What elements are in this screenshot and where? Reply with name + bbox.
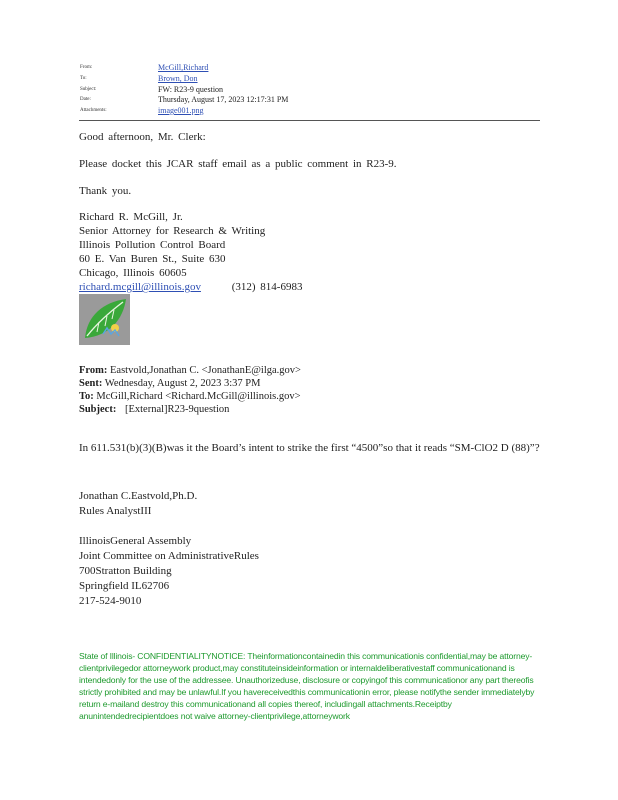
greeting: Good afternoon, Mr. Clerk: bbox=[79, 131, 206, 143]
question-text: In 611.531(b)(3)(B)was it the Board’s intent to strike the first “4500”so that it reads “SM-ClO2 D (88)”? bbox=[79, 442, 540, 454]
signature-email-link[interactable]: richard.mcgill@illinois.gov bbox=[79, 281, 201, 293]
fw-to-value: McGill,Richard <Richard.McGill@illinois.gov> bbox=[96, 391, 301, 402]
header-to-link[interactable]: Brown, Don bbox=[158, 74, 198, 83]
signature2-top bbox=[79, 489, 197, 519]
signature2-city: Springfield IL62706 bbox=[79, 580, 170, 592]
header-subject-value: FW: R23-9 question bbox=[158, 85, 224, 94]
signature2-committee: Joint Committee on AdministrativeRules bbox=[79, 550, 259, 562]
header-subject-label: Subject: bbox=[80, 87, 97, 92]
signature2-address bbox=[79, 534, 259, 609]
signature-title: Senior Attorney for Research & Writing bbox=[79, 225, 266, 237]
header-to-label: To: bbox=[80, 76, 87, 81]
fw-to-label: To: bbox=[79, 391, 94, 402]
fw-sent-value: Wednesday, August 2, 2023 3:37 PM bbox=[104, 378, 261, 389]
header-divider bbox=[79, 120, 540, 121]
fw-sent-label: Sent: bbox=[79, 378, 103, 389]
signature-address2: Chicago, Illinois 60605 bbox=[79, 267, 187, 279]
signature2-building: 700Stratton Building bbox=[79, 565, 172, 577]
signature-phone: (312) 814-6983 bbox=[231, 281, 303, 293]
signature2-org: IllinoisGeneral Assembly bbox=[79, 535, 192, 547]
thanks-text: Thank you. bbox=[79, 185, 132, 197]
forwarded-header bbox=[79, 364, 301, 416]
signature-org: Illinois Pollution Control Board bbox=[79, 239, 226, 251]
signature-contact-row bbox=[79, 280, 302, 294]
header-attachment-link[interactable]: image001.png bbox=[158, 106, 204, 115]
header-from-label: From: bbox=[80, 65, 93, 70]
signature2-phone: 217-524-9010 bbox=[79, 595, 142, 607]
signature2-title: Rules AnalystIII bbox=[79, 505, 152, 517]
signature-block bbox=[79, 210, 302, 294]
header-from-link[interactable]: McGill,Richard bbox=[158, 63, 209, 72]
fw-subject-value: [External]R23-9question bbox=[124, 404, 230, 415]
request-text: Please docket this JCAR staff email as a public comment in R23-9. bbox=[79, 158, 397, 170]
signature-address1: 60 E. Van Buren St., Suite 630 bbox=[79, 253, 226, 265]
fw-from-row bbox=[79, 364, 301, 377]
confidentiality-notice: State of Illinois- CONFIDENTIALITYNOTICE: Theinformationcontainedin this communicationis confidential,may be attorney-clientprivilegedor attorneywork product,may constituteinsideinformation or internaldeliberativestaff communicationand is intendedonly for the use of the addressee. Unauthorizeduse, disclosure or copyingof this communicationor any part thereofis strictly prohibited and may be unlawful.If you havereceivedthis communicationin error, please notifythe sender immediatelyby return e-mailand destroy this communicationand all copies thereof, includingall attachments.Receiptby anunintendedrecipientdoes not waive attorney-clientprivilege,attorneywork bbox=[79, 651, 535, 721]
fw-to-row bbox=[79, 390, 301, 403]
leaf-logo-icon bbox=[79, 294, 130, 345]
fw-subject-label: Subject: bbox=[79, 404, 117, 415]
fw-subject-row bbox=[79, 403, 301, 416]
fw-from-label: From: bbox=[79, 365, 108, 376]
signature-name: Richard R. McGill, Jr. bbox=[79, 211, 183, 223]
fw-from-value: Eastvold,Jonathan C. <JonathanE@ilga.gov> bbox=[110, 365, 301, 376]
header-attachments-label: Attachments: bbox=[80, 108, 107, 113]
signature2-name: Jonathan C.Eastvold,Ph.D. bbox=[79, 490, 198, 502]
header-date-label: Date: bbox=[80, 97, 91, 102]
header-date-value: Thursday, August 17, 2023 12:17:31 PM bbox=[158, 95, 289, 104]
fw-sent-row bbox=[79, 377, 301, 390]
